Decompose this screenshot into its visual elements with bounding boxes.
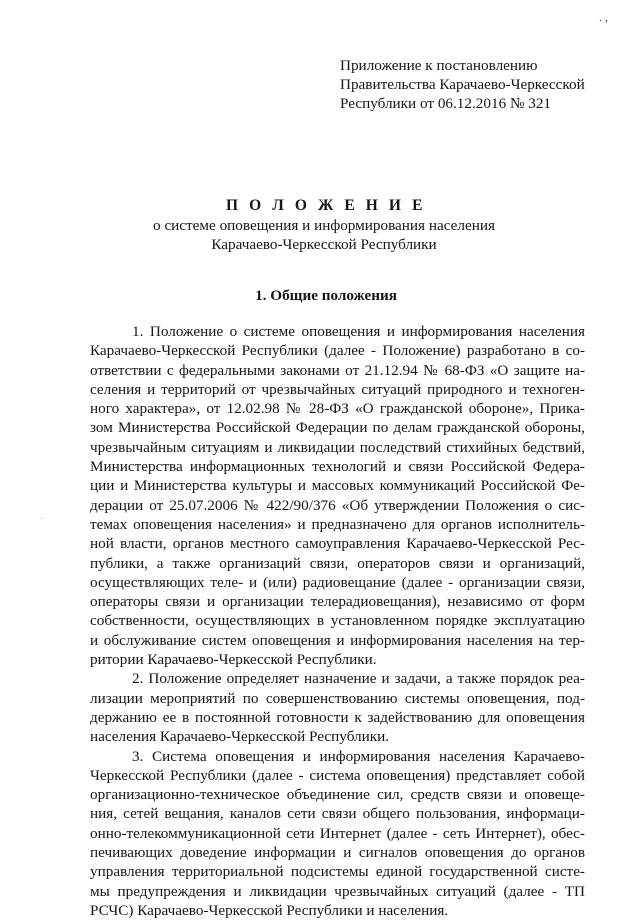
scan-speck: . [41,512,43,521]
annex-line: Правительства Карачаево-Черкесской [340,76,585,93]
text-line: и обслуживание систем оповещения и информирования населения на тер- [90,631,585,649]
text-line: чрезвычайным ситуациям и ликвидации последствий стихийных бедствий, [90,438,585,456]
text-line: 1. Положение о системе оповещения и информирования населения [132,323,585,340]
text-line: ции и Министерства культуры и массовых коммуникаций Российской Фе- [90,477,585,495]
text-line: печивающих доведение информации и сигналов оповещения до органов [90,844,585,862]
text-line: ного характера», от 12.02.98 № 28-ФЗ «О гражданской обороне», Прика- [90,400,585,418]
paragraph-2 [90,669,585,746]
text-line: дерации от 25.07.2006 № 422/90/376 «Об утверждении Положения о сис- [90,496,585,514]
paragraph-3 [90,747,585,920]
text-line: ответствии с федеральными законами от 21.12.94 № 68-ФЗ «О защите на- [90,361,585,379]
scan-mark: . , [599,10,608,24]
annex-line: Республики от 06.12.2016 № 321 [340,95,552,112]
text-line: управления территориальной подсистемы единой государственной систе- [90,863,585,881]
document-subtitle [0,216,640,254]
text-line: 3. Система оповещения и информирования населения Карачаево- [132,747,585,765]
text-line: селения и территорий от чрезвычайных ситуаций природного и техноген- [90,380,585,398]
paragraph-1 [90,322,585,669]
text-line: Карачаево-Черкесской Республики (далее - Положение) разработано в со- [90,342,585,360]
subtitle-line: о системе оповещения и информирования населения [153,217,495,234]
text-line: РСЧС) Карачаево-Черкесской Республики и населения. [90,901,449,919]
text-line: держанию ее в постоянной готовности к задействованию для оповещения [90,708,585,726]
annex-line: Приложение к постановлению [340,57,538,74]
text-line: публики, а также организаций связи, операторов связи и организаций, [90,554,585,572]
text-line: собственности, осуществляющих в установленном порядке эксплуатацию [90,612,585,630]
text-line: населения Карачаево-Черкесской Республики. [90,728,390,746]
text-line: онно-телекоммуникационной сети Интернет (далее - сеть Интернет), обес- [90,824,585,842]
text-line: операторы связи и организации телерадиовещания), независимо от форм [90,593,585,611]
subtitle-line: Карачаево-Черкесской Республики [211,236,437,253]
text-line: темах оповещения населения» и предназначено для органов исполнитель- [90,515,585,533]
section-heading: 1. Общие положения [255,287,397,304]
text-line: зом Министерства Российской Федерации по делам гражданской обороны, [90,419,585,437]
document-title: П О Л О Ж Е Н И Е [225,197,427,214]
text-line: организационно-техническое объединение сил, средств связи и оповеще- [90,786,585,804]
annex-header [340,56,630,113]
text-line: осуществляющих теле- и (или) радиовещание (далее - организации связи, [90,573,585,591]
text-line: ной власти, органов местного самоуправления Карачаево-Черкесской Рес- [90,535,585,553]
text-line: Министерства информационных технологий и связи Российской Федера- [90,458,585,476]
document-body [90,322,585,920]
text-line: Черкесской Республики (далее - система оповещения) представляет собой [90,766,585,784]
text-line: лизации мероприятий по совершенствованию системы оповещения, под- [90,689,585,707]
text-line: ния, сетей вещания, каналов сети связи общего пользования, информаци- [90,805,585,823]
text-line: 2. Положение определяет назначение и задачи, а также порядок реа- [132,670,585,688]
text-line: мы предупреждения и ликвидации чрезвычайных ситуаций (далее - ТП [90,882,585,900]
text-line: ритории Карачаево-Черкесской Республики. [90,651,377,669]
